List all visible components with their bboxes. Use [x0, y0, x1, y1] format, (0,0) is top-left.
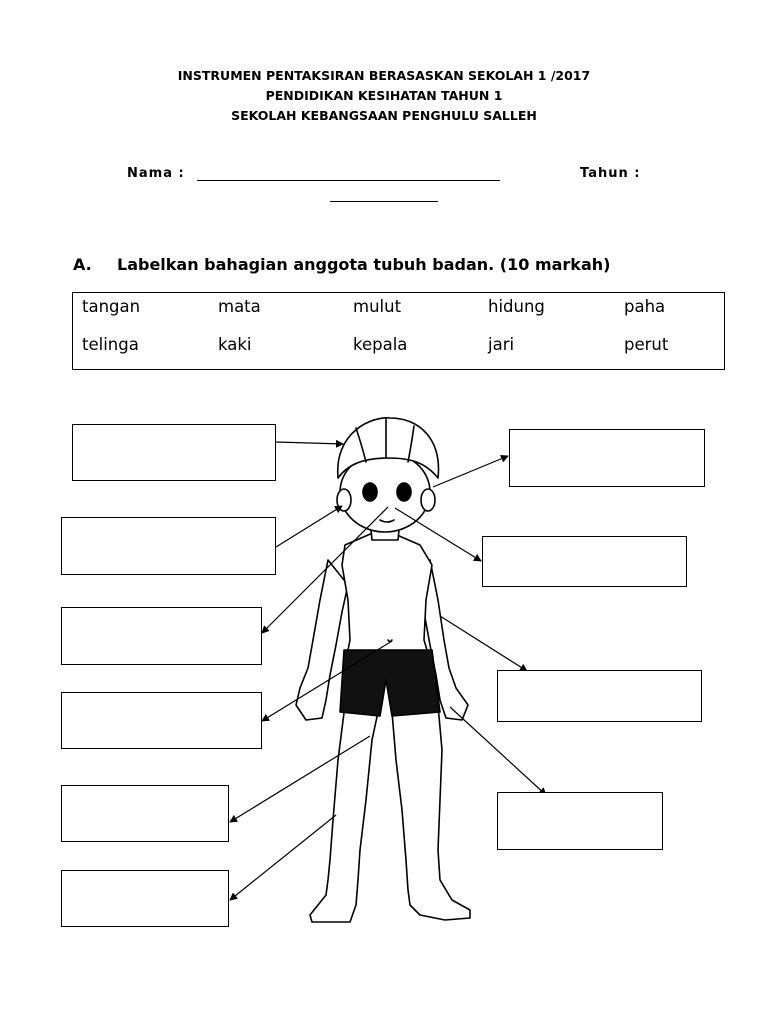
word-bank-item: jari: [488, 335, 515, 354]
arrow-eye: [433, 456, 508, 487]
torso: [342, 532, 432, 660]
word-bank-item: paha: [624, 297, 666, 316]
answer-box-10[interactable]: [61, 870, 229, 927]
answer-box-5[interactable]: [61, 607, 262, 665]
right-arm: [296, 560, 348, 720]
answer-box-8[interactable]: [61, 785, 229, 842]
word-bank-item: tangan: [82, 297, 141, 316]
answer-box-3[interactable]: [61, 517, 276, 575]
right-eye: [363, 483, 377, 501]
header-line-2: PENDIDIKAN KESIHATAN TAHUN 1: [265, 88, 503, 103]
word-bank-item: perut: [624, 335, 669, 354]
arrow-foot: [230, 815, 336, 900]
answer-box-6[interactable]: [497, 670, 702, 722]
arrow-ear: [276, 506, 342, 547]
answer-box-4[interactable]: [482, 536, 687, 587]
word-bank-item: kaki: [218, 335, 252, 354]
left-eye: [397, 483, 411, 501]
left-leg: [392, 705, 470, 920]
header-line-1: INSTRUMEN PENTAKSIRAN BERASASKAN SEKOLAH 1 /2017: [177, 68, 591, 83]
tahun-label: Tahun :: [580, 166, 641, 181]
answer-box-7[interactable]: [61, 692, 262, 749]
word-bank-item: telinga: [82, 335, 139, 354]
boy-figure: [296, 418, 470, 922]
word-bank-item: mulut: [353, 297, 402, 316]
section-instruction: Labelkan bahagian anggota tubuh badan. (10 markah): [117, 255, 611, 274]
answer-box-1[interactable]: [72, 424, 276, 481]
section-letter: A.: [73, 255, 92, 274]
left-ear: [421, 489, 435, 511]
word-bank-item: hidung: [488, 297, 545, 316]
arrow-head: [276, 442, 343, 444]
answer-box-2[interactable]: [509, 429, 705, 487]
nama-label: Nama :: [127, 166, 185, 181]
word-bank-item: mata: [218, 297, 261, 316]
shorts: [340, 650, 440, 716]
arrow-abdomen: [440, 616, 527, 671]
header-line-3: SEKOLAH KEBANGSAAN PENGHULU SALLEH: [231, 108, 537, 123]
answer-box-9[interactable]: [497, 792, 663, 850]
word-bank-item: kepala: [353, 335, 408, 354]
